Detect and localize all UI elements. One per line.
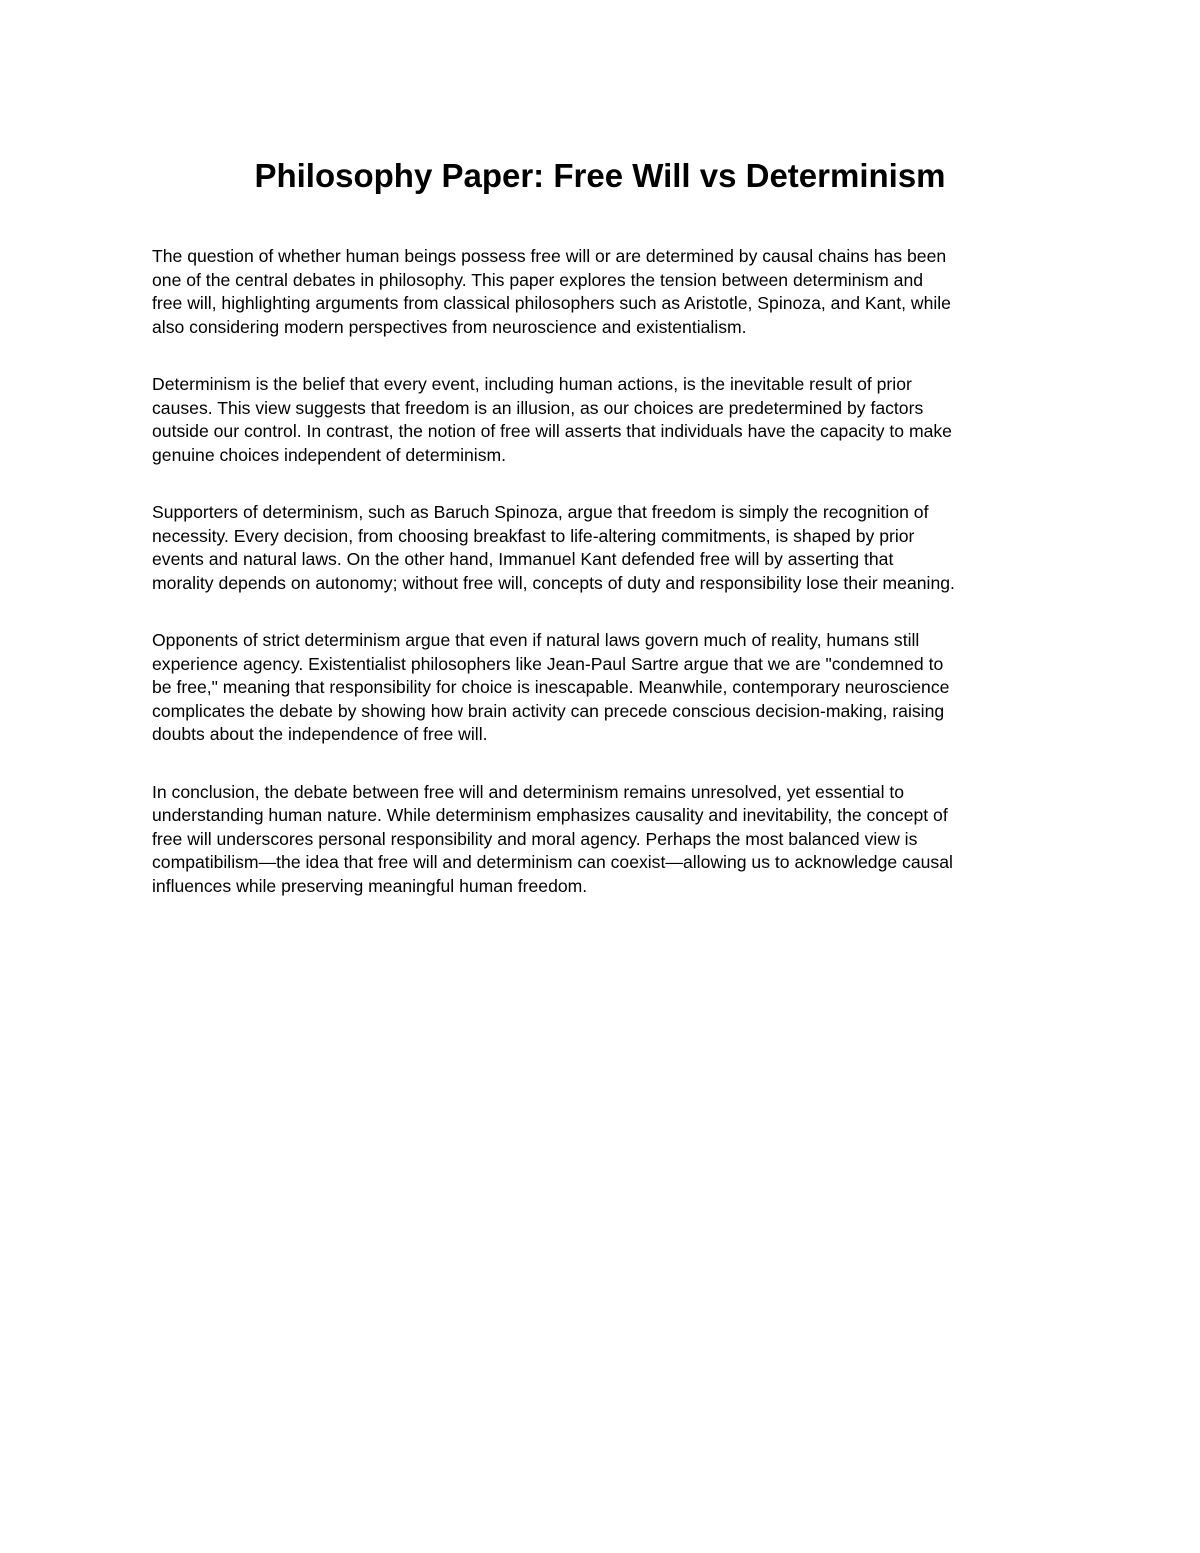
text-line: outside our control. In contrast, the notion of free will asserts that individuals have the capacity to make — [152, 421, 952, 441]
paragraph-opponents — [152, 629, 1052, 747]
text-line: doubts about the independence of free will. — [152, 724, 488, 744]
text-line: Supporters of determinism, such as Baruch Spinoza, argue that freedom is simply the recognition of — [152, 502, 929, 522]
text-line: events and natural laws. On the other hand, Immanuel Kant defended free will by asserting that — [152, 549, 894, 569]
document-title: Philosophy Paper: Free Will vs Determinism — [254, 157, 946, 194]
paragraph-determinism-definition — [152, 373, 1052, 467]
text-line: one of the central debates in philosophy. This paper explores the tension between determinism and — [152, 269, 924, 290]
text-line: causes. This view suggests that freedom is an illusion, as our choices are predetermined by factors — [152, 397, 924, 418]
text-line: In conclusion, the debate between free will and determinism remains unresolved, yet essential to — [152, 781, 905, 802]
text-line: Determinism is the belief that every event, including human actions, is the inevitable result of prior — [152, 374, 912, 394]
text-line: experience agency. Existentialist philosophers like Jean-Paul Sartre argue that we are "condemned to — [152, 653, 944, 674]
text-line: morality depends on autonomy; without free will, concepts of duty and responsibility lose their meaning. — [152, 572, 955, 593]
text-line: necessity. Every decision, from choosing breakfast to life-altering commitments, is shaped by prior — [152, 525, 915, 546]
text-line: also considering modern perspectives from neuroscience and existentialism. — [152, 316, 747, 337]
text-line: compatibilism—the idea that free will and determinism can coexist—allowing us to acknowledge causal — [152, 852, 953, 872]
text-line: complicates the debate by showing how brain activity can precede conscious decision-making, raising — [152, 700, 945, 721]
paragraph-introduction — [152, 245, 1052, 339]
text-line: understanding human nature. While determinism emphasizes causality and inevitability, the concept of — [152, 805, 948, 825]
text-line: Opponents of strict determinism argue that even if natural laws govern much of reality, humans still — [152, 630, 920, 650]
text-line: free will underscores personal responsibility and moral agency. Perhaps the most balanced view is — [152, 828, 918, 849]
document-body — [152, 245, 1052, 932]
text-line: The question of whether human beings possess free will or are determined by causal chains has been — [152, 246, 947, 266]
paragraph-conclusion — [152, 781, 1052, 899]
text-line: be free," meaning that responsibility for choice is inescapable. Meanwhile, contemporary neuroscience — [152, 677, 950, 697]
text-line: genuine choices independent of determinism. — [152, 444, 507, 465]
text-line: influences while preserving meaningful human freedom. — [152, 875, 588, 896]
paragraph-supporters — [152, 501, 1052, 595]
text-line: free will, highlighting arguments from classical philosophers such as Aristotle, Spinoza, and Kant, while — [152, 293, 951, 313]
